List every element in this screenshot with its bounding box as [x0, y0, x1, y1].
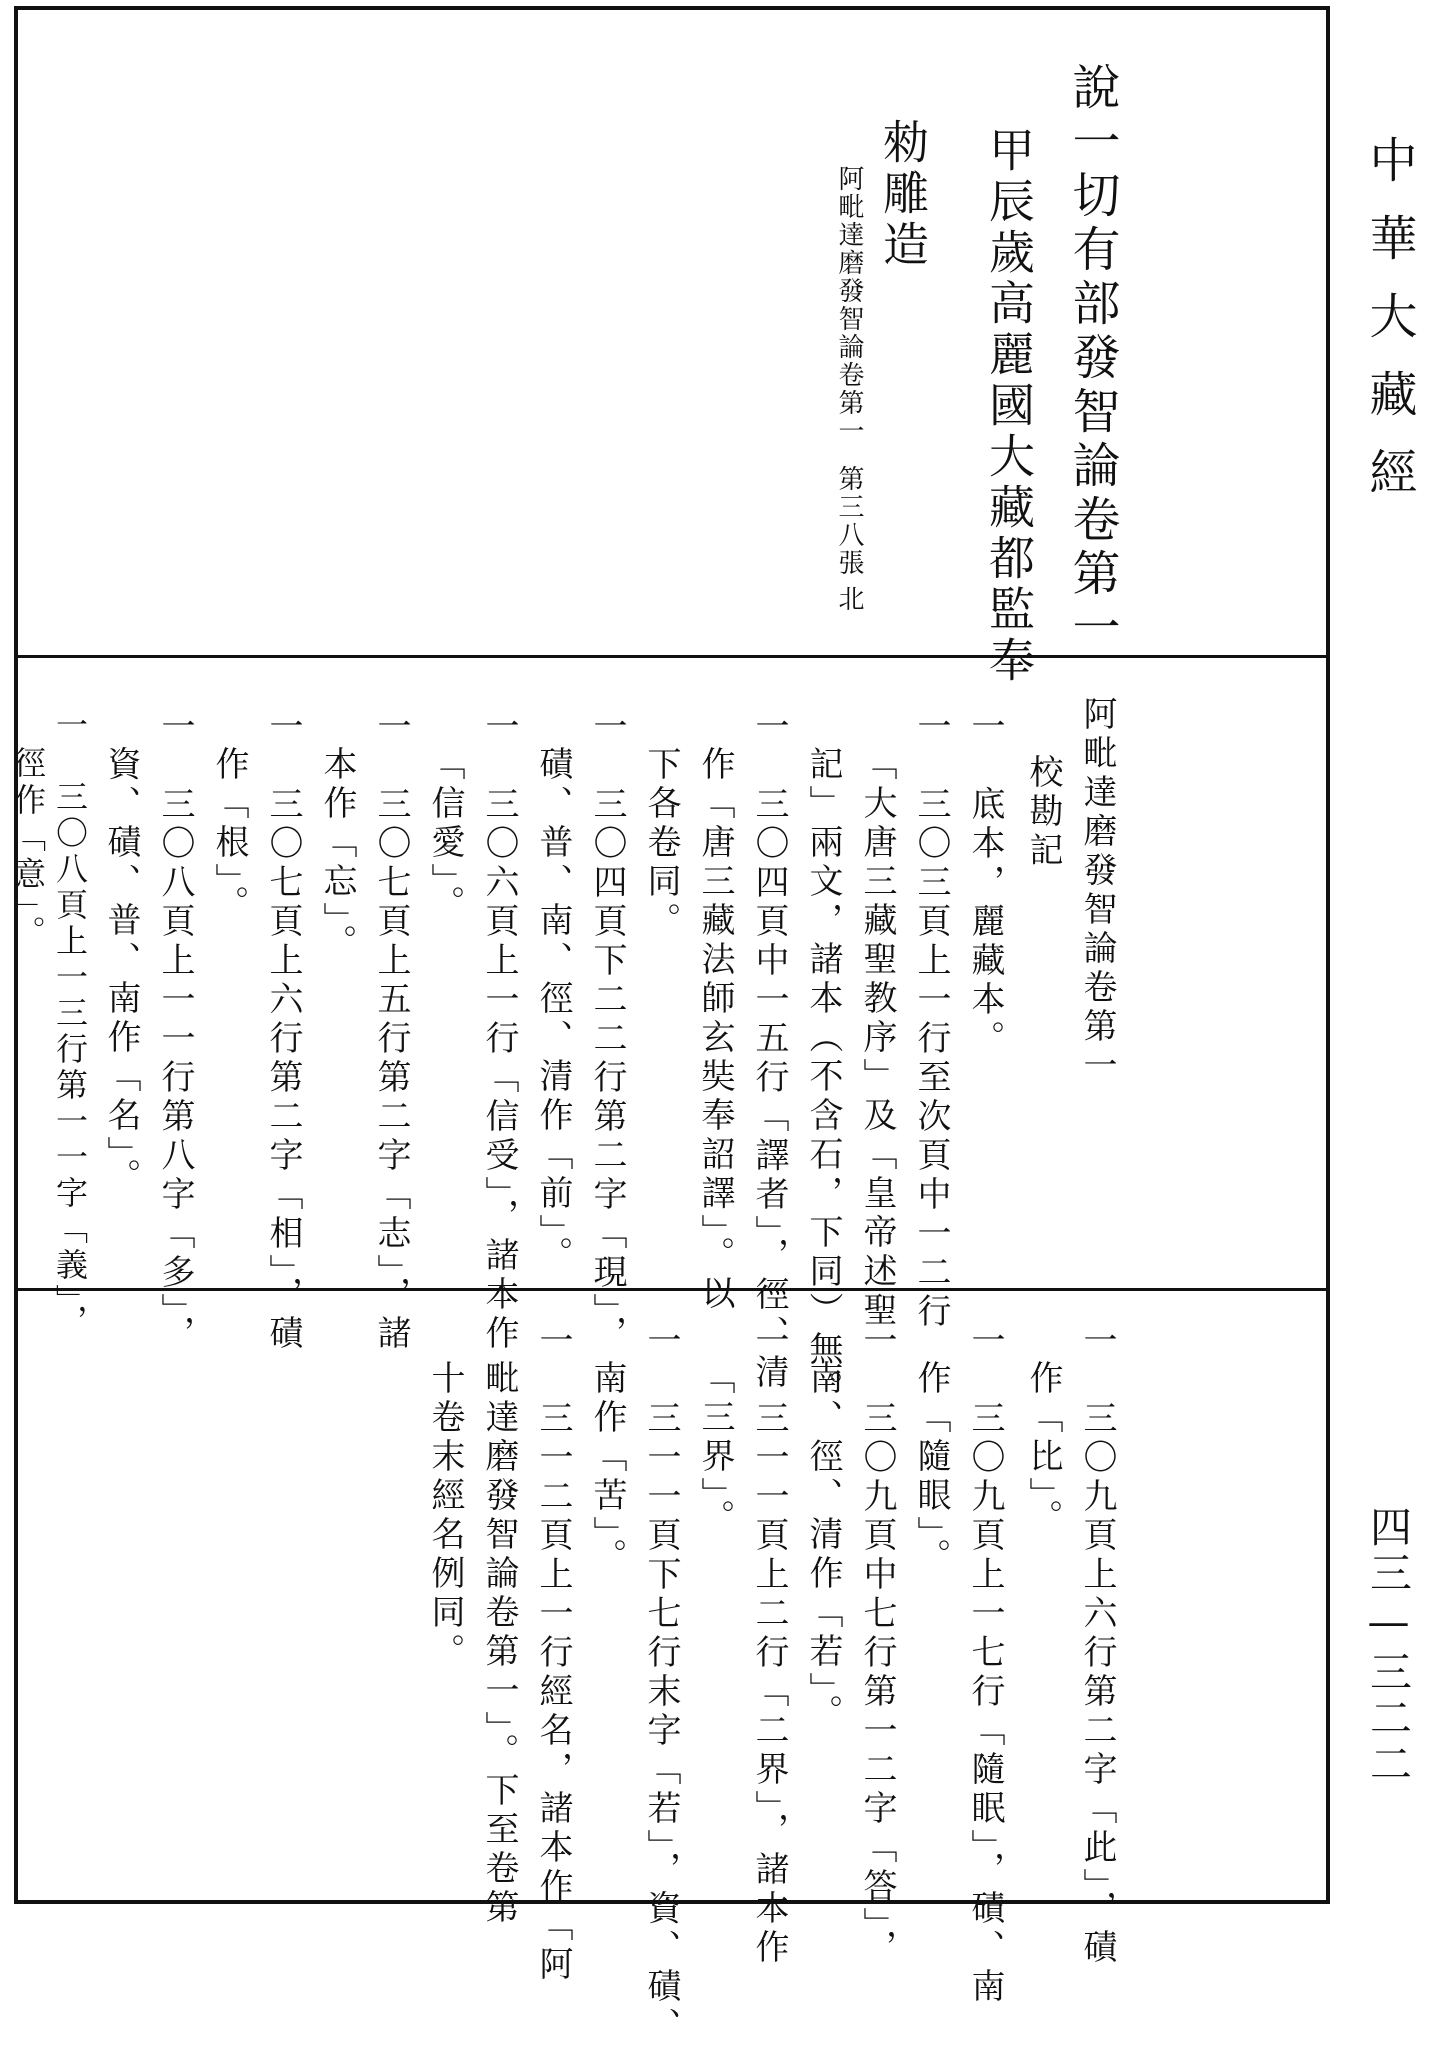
- collation-entry: 一 三〇九頁中七行第一二字「答」，: [857, 1322, 897, 1968]
- collation-entry: 一 三〇七頁上六行第二字「相」，磧: [263, 708, 303, 1354]
- collation-entry: 一 三〇九頁上六行第二字「此」，磧: [1077, 1322, 1117, 1968]
- header-panel: [18, 10, 1326, 687]
- collation-entry-cont: 作「隨眼」。: [911, 1360, 951, 1577]
- collation-entry: 一 三〇四頁中一五行「譯者」，徑、清: [749, 708, 789, 1393]
- collation-entry-cont: 十卷末經名例同。: [425, 1360, 465, 1672]
- collation-book-title: 阿毗達磨發智論卷第一: [1077, 696, 1117, 1086]
- collation-entry-cont: 記」兩文，諸本（不含石，下同）無。: [803, 746, 843, 1409]
- collation-entry-cont: 徑作「意」。: [9, 746, 47, 952]
- panel-divider: [18, 1288, 1326, 1291]
- collation-entry: 一 三一一頁上二行「二界」，諸本作: [749, 1322, 789, 1968]
- collation-entry-cont: 南、徑、清作「若」。: [803, 1360, 843, 1733]
- edge-title: 中華大藏經: [1361, 135, 1417, 525]
- collation-entry: 一 三〇九頁上一七行「隨眠」，磧、南: [965, 1322, 1005, 2007]
- collation-entry: 一 三〇四頁下二二行第二字「現」，: [587, 708, 627, 1354]
- collation-entry-cont: 「信愛」。: [425, 746, 465, 924]
- collation-entry-cont: 下各卷同。: [641, 746, 681, 941]
- sutra-title: 說一切有部發智論卷第一: [1064, 62, 1120, 656]
- collation-entry-cont: 磧、普、南、徑、清作「前」。: [533, 746, 573, 1275]
- collation-entry: 一 三〇八頁上一一行第八字「多」，: [155, 708, 195, 1354]
- collation-entry: 一 三一二頁上一行經名，諸本作「阿: [533, 1322, 573, 1985]
- collation-entry-cont: 本作「忘」。: [317, 746, 357, 963]
- margin-note-mark: 北: [834, 585, 864, 613]
- collation-entry-cont: 毗達磨發智論卷第一」。下至卷第: [479, 1360, 519, 1928]
- collation-entry: 一 三〇六頁上一行「信受」，諸本作: [479, 708, 519, 1354]
- collation-entry: 一 三〇七頁上五行第二字「志」，諸: [371, 708, 411, 1354]
- edition-line: 甲辰歲高麗國大藏都監奉: [982, 126, 1036, 687]
- collation-entry-cont: 作「根」。: [209, 746, 249, 924]
- collation-entry-cont: 「大唐三藏聖教序」及「皇帝述聖: [857, 746, 897, 1331]
- collation-panel: [9, 658, 1326, 2046]
- collation-entry-cont: 資、磧、普、南作「名」。: [101, 746, 141, 1197]
- page-frame: [9, 6, 1330, 2046]
- collation-entry-cont: 作「唐三藏法師玄奘奉詔譯」。以: [695, 746, 735, 1314]
- carved-line: 勑雕造: [876, 118, 930, 271]
- collation-entry-cont: 南作「苦」。: [587, 1360, 627, 1577]
- collation-entry: 一 三〇八頁上一三行第一一字「義」，: [51, 708, 89, 1340]
- collation-section-label: 校勘記: [1023, 754, 1063, 871]
- margin-note-leaf: 第三八張: [834, 465, 864, 577]
- margin-note-title: 阿毗達磨發智論卷第一: [834, 165, 864, 445]
- page-folio: 四三—三二二: [1364, 1505, 1413, 1788]
- collation-entry-cont: 「三界」。: [695, 1360, 735, 1538]
- collation-entry: 一 底本，麗藏本。: [965, 708, 1005, 1059]
- collation-entry: 一 三〇三頁上一行至次頁中一二行: [911, 708, 951, 1332]
- collation-entry: 一 三一一頁下七行末字「若」，資、磧、: [641, 1322, 681, 2046]
- collation-entry-cont: 作「比」。: [1023, 1360, 1063, 1538]
